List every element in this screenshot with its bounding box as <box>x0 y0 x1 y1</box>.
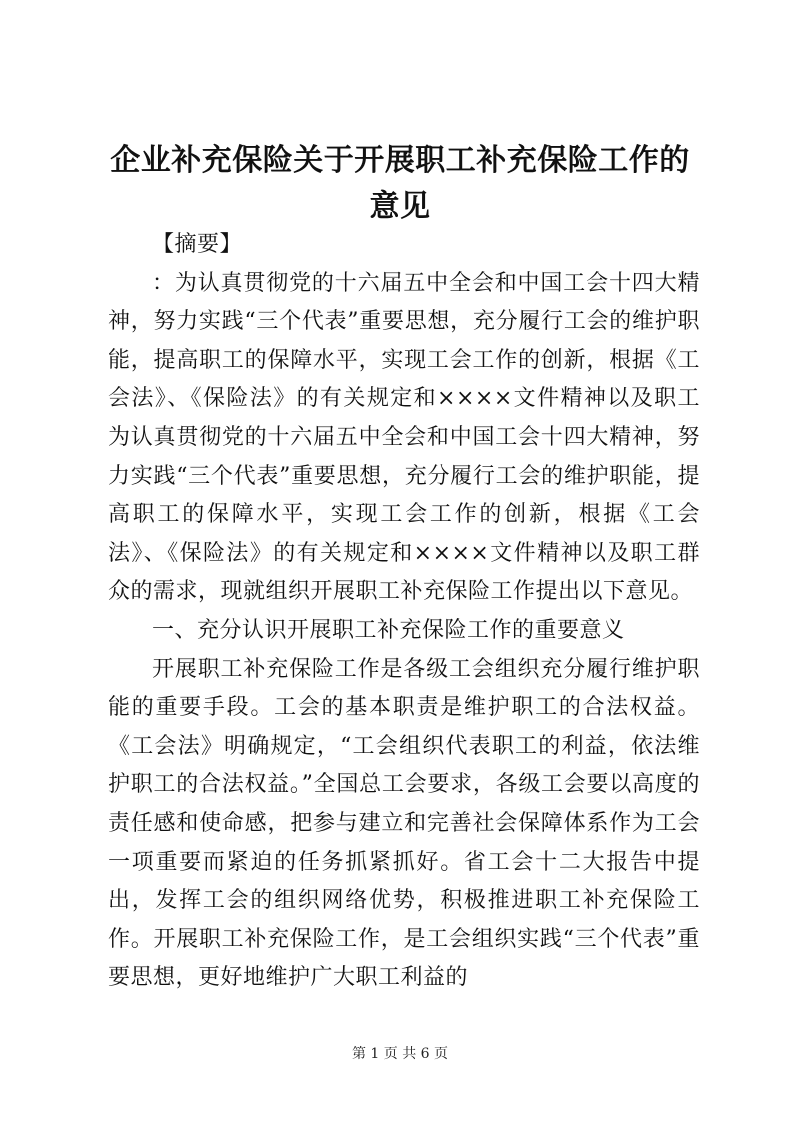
abstract-paragraph: ：为认真贯彻党的十六届五中全会和中国工会十四大精神，努力实践“三个代表”重要思想，充分履行工会的维护职能，提高职工的保障水平，实现工会工作的创新，根据《工会法》、《保险法》的有关规定和××××文件精神以及职工为认真贯彻党的十六届五中全会和中国工会十四大精神，努力实践“三个代表”重要思想，充分履行工会的维护职能，提高职工的保障水平，实现工会工作的创新，根据《工会法》、《保险法》的有关规定和××××文件精神以及职工群众的需求，现就组织开展职工补充保险工作提出以下意见。 <box>108 270 700 605</box>
section-heading: 一、充分认识开展职工补充保险工作的重要意义 <box>152 617 625 643</box>
body-paragraph: 开展职工补充保险工作是各级工会组织充分履行维护职能的重要手段。工会的基本职责是维护职工的合法权益。《工会法》明确规定，“工会组织代表职工的利益，依法维护职工的合法权益。”全国总工会要求，各级工会要以高度的责任感和使命感，把参与建立和完善社会保障体系作为工会一项重要而紧迫的任务抓紧抓好。省工会十二大报告中提出，发挥工会的组织网络优势，积极推进职工补充保险工作。开展职工补充保险工作，是工会组织实践“三个代表”重要思想，更好地维护广大职工利益的 <box>108 656 700 991</box>
document-body <box>108 226 700 998</box>
page-number: 第 1 页 共 6 页 <box>351 1046 449 1062</box>
document-title: 企业补充保险关于开展职工补充保险工作的意见 <box>110 143 690 224</box>
abstract-heading: 【摘要】 <box>152 232 243 257</box>
